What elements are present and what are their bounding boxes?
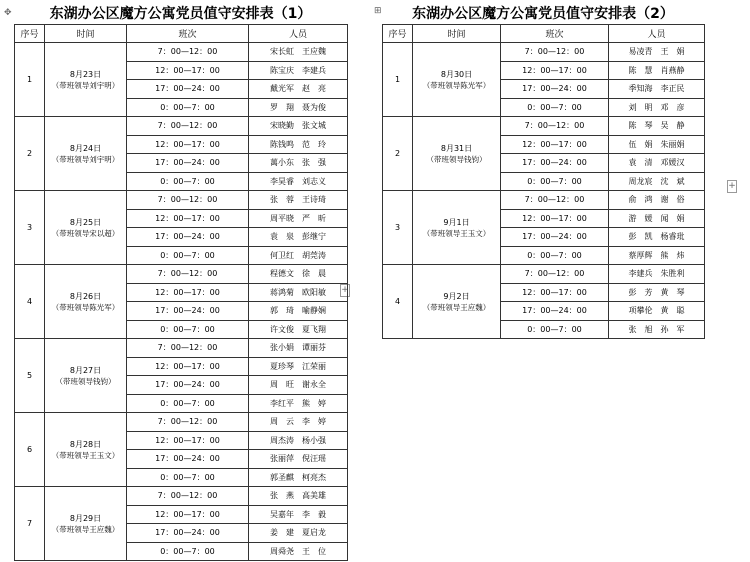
row-number-cell: 7	[15, 487, 45, 561]
date-cell	[413, 117, 501, 191]
shift-cell: 12：00—17：00	[501, 283, 609, 302]
shift-cell: 12：00—17：00	[127, 283, 249, 302]
people-cell: 何卫红 胡莞涛	[249, 246, 348, 265]
people-cell: 伍 娟 朱丽娟	[609, 135, 705, 154]
shift-cell: 7：00—12：00	[127, 43, 249, 62]
shift-cell: 7：00—12：00	[501, 43, 609, 62]
row-number-cell: 4	[15, 265, 45, 339]
table-row	[383, 43, 705, 62]
shift-cell: 0：00—7：00	[501, 98, 609, 117]
date-cell	[45, 487, 127, 561]
people-cell: 陈 琴 吴 静	[609, 117, 705, 136]
shift-cell: 17：00—24：00	[501, 154, 609, 173]
people-cell: 许文俊 夏飞翔	[249, 320, 348, 339]
leader-label: （带班领导刘宇明）	[51, 154, 120, 164]
table-row	[383, 117, 705, 136]
row-number-cell: 6	[15, 413, 45, 487]
shift-cell: 17：00—24：00	[127, 376, 249, 395]
table-move-handle-icon[interactable]: ✥	[4, 8, 12, 18]
people-cell: 罗 翔 聂为俊	[249, 98, 348, 117]
people-cell: 周龙宸 沈 斌	[609, 172, 705, 191]
people-cell: 袁 泉 彭继宁	[249, 228, 348, 247]
shift-cell: 12：00—17：00	[127, 357, 249, 376]
people-cell: 李建兵 朱胜利	[609, 265, 705, 284]
people-cell: 袁 清 邓媛汉	[609, 154, 705, 173]
shift-cell: 0：00—7：00	[127, 246, 249, 265]
people-cell: 易凌青 王 娟	[609, 43, 705, 62]
people-cell: 吴嘉年 李 毅	[249, 505, 348, 524]
shift-cell: 12：00—17：00	[501, 135, 609, 154]
shift-cell: 17：00—24：00	[127, 524, 249, 543]
people-cell: 周杰涛 杨小强	[249, 431, 348, 450]
duty-date: 8月26日	[69, 291, 102, 301]
people-cell: 夏珍琴 江荣丽	[249, 357, 348, 376]
row-number-cell: 2	[15, 117, 45, 191]
row-number-cell: 3	[15, 191, 45, 265]
leader-label: （带班领导陈光军）	[422, 80, 491, 90]
date-cell	[413, 265, 501, 339]
shift-cell: 0：00—7：00	[127, 172, 249, 191]
people-cell: 宋长虹 王应魏	[249, 43, 348, 62]
people-cell: 宋晓勤 张文城	[249, 117, 348, 136]
shift-cell: 12：00—17：00	[127, 61, 249, 80]
people-cell: 蒋鸿菊 欧阳敏	[249, 283, 348, 302]
duty-date: 9月2日	[443, 291, 470, 301]
row-number-cell: 5	[15, 339, 45, 413]
people-cell: 陈 慧 肖燕静	[609, 61, 705, 80]
header-no: 序号	[15, 25, 45, 43]
shift-cell: 0：00—7：00	[127, 98, 249, 117]
add-row-plus-icon[interactable]: +	[341, 285, 349, 295]
leader-label: （带班领导钱钧）	[426, 154, 487, 164]
people-cell: 李红平 熊 婷	[249, 394, 348, 413]
duty-date: 8月30日	[440, 69, 473, 79]
people-cell: 季知海 李正民	[609, 80, 705, 99]
shift-cell: 12：00—17：00	[127, 431, 249, 450]
people-cell: 戴光军 赵 亮	[249, 80, 348, 99]
people-cell: 陈宝庆 李建兵	[249, 61, 348, 80]
leader-label: （带班领导刘宇明）	[51, 80, 120, 90]
shift-cell: 17：00—24：00	[127, 154, 249, 173]
shift-cell: 0：00—7：00	[501, 320, 609, 339]
table-row	[15, 487, 348, 506]
people-cell: 程德文 徐 晨	[249, 265, 348, 284]
date-cell	[413, 191, 501, 265]
schedule-table	[382, 24, 705, 339]
duty-date: 8月29日	[69, 513, 102, 523]
people-cell: 张小娟 谭丽芬	[249, 339, 348, 358]
header-no: 序号	[383, 25, 413, 43]
shift-cell: 7：00—12：00	[127, 413, 249, 432]
shift-cell: 12：00—17：00	[501, 61, 609, 80]
table-title: 东湖办公区魔方公寓党员值守安排表（2）	[412, 6, 674, 22]
people-cell: 周舜尧 王 位	[249, 542, 348, 561]
people-cell: 李昊睿 刘志义	[249, 172, 348, 191]
duty-date: 8月31日	[440, 143, 473, 153]
shift-cell: 17：00—24：00	[501, 228, 609, 247]
shift-cell: 17：00—24：00	[501, 302, 609, 321]
shift-cell: 7：00—12：00	[127, 191, 249, 210]
duty-date: 8月27日	[69, 365, 102, 375]
shift-cell: 17：00—24：00	[501, 80, 609, 99]
shift-cell: 17：00—24：00	[127, 302, 249, 321]
duty-date: 8月24日	[69, 143, 102, 153]
shift-cell: 0：00—7：00	[127, 394, 249, 413]
shift-cell: 12：00—17：00	[127, 505, 249, 524]
duty-date: 8月28日	[69, 439, 102, 449]
shift-cell: 0：00—7：00	[501, 246, 609, 265]
duty-date: 8月25日	[69, 217, 102, 227]
leader-label: （带班领导宋以超）	[51, 228, 120, 238]
row-number-cell: 1	[383, 43, 413, 117]
date-cell	[45, 117, 127, 191]
people-cell: 俞 鸿 谢 俗	[609, 191, 705, 210]
shift-cell: 17：00—24：00	[127, 450, 249, 469]
people-cell: 彭 凯 杨睿玭	[609, 228, 705, 247]
table-row	[15, 191, 348, 210]
people-cell: 陈钱鸣 范 玲	[249, 135, 348, 154]
shift-cell: 12：00—17：00	[501, 209, 609, 228]
table-row	[383, 265, 705, 284]
duty-schedule-table-1	[14, 0, 347, 561]
people-cell: 周 云 李 婷	[249, 413, 348, 432]
table-row	[15, 117, 348, 136]
duty-date: 8月23日	[69, 69, 102, 79]
row-number-cell: 4	[383, 265, 413, 339]
shift-cell: 12：00—17：00	[127, 209, 249, 228]
header-row	[383, 25, 705, 43]
add-row-plus-icon[interactable]: +	[728, 181, 736, 191]
header-time: 时间	[413, 25, 501, 43]
date-cell	[45, 339, 127, 413]
shift-cell: 17：00—24：00	[127, 80, 249, 99]
header-row	[15, 25, 348, 43]
table-row	[15, 43, 348, 62]
people-cell: 萬小东 张 强	[249, 154, 348, 173]
header-shift: 班次	[501, 25, 609, 43]
header-time: 时间	[45, 25, 127, 43]
date-cell	[45, 43, 127, 117]
people-cell: 彭 芳 黄 琴	[609, 283, 705, 302]
people-cell: 张 燕 高美雄	[249, 487, 348, 506]
table-title: 东湖办公区魔方公寓党员值守安排表（1）	[49, 6, 312, 22]
table-row	[15, 339, 348, 358]
header-people: 人员	[249, 25, 348, 43]
shift-cell: 7：00—12：00	[501, 117, 609, 136]
people-cell: 刘 明 邓 彦	[609, 98, 705, 117]
shift-cell: 12：00—17：00	[127, 135, 249, 154]
people-cell: 姜 建 夏启龙	[249, 524, 348, 543]
shift-cell: 0：00—7：00	[501, 172, 609, 191]
date-cell	[45, 265, 127, 339]
people-cell: 蔡厚辉 熊 炜	[609, 246, 705, 265]
header-people: 人员	[609, 25, 705, 43]
table-row	[383, 191, 705, 210]
row-number-cell: 2	[383, 117, 413, 191]
shift-cell: 0：00—7：00	[127, 320, 249, 339]
leader-label: （带班领导王玉文）	[422, 228, 491, 238]
people-cell: 项攀伦 黄 聪	[609, 302, 705, 321]
shift-cell: 7：00—12：00	[127, 117, 249, 136]
date-cell	[413, 43, 501, 117]
table-row	[15, 413, 348, 432]
people-cell: 周 旺 谢永全	[249, 376, 348, 395]
leader-label: （带班领导王应魏）	[422, 302, 491, 312]
shift-cell: 17：00—24：00	[127, 228, 249, 247]
row-number-cell: 3	[383, 191, 413, 265]
people-cell: 张 旭 孙 军	[609, 320, 705, 339]
shift-cell: 7：00—12：00	[127, 265, 249, 284]
leader-label: （带班领导王应魏）	[51, 524, 120, 534]
people-cell: 游 媛 闻 娟	[609, 209, 705, 228]
shift-cell: 0：00—7：00	[127, 542, 249, 561]
leader-label: （带班领导陈光军）	[51, 302, 120, 312]
row-number-cell: 1	[15, 43, 45, 117]
people-cell: 张 蓉 王诗琦	[249, 191, 348, 210]
shift-cell: 7：00—12：00	[501, 265, 609, 284]
duty-date: 9月1日	[443, 217, 470, 227]
people-cell: 郭 琦 喻静娴	[249, 302, 348, 321]
date-cell	[45, 413, 127, 487]
shift-cell: 0：00—7：00	[127, 468, 249, 487]
table-move-handle-icon[interactable]: ⊞	[374, 6, 382, 16]
shift-cell: 7：00—12：00	[127, 487, 249, 506]
people-cell: 周平晓 严 昕	[249, 209, 348, 228]
schedule-table	[14, 24, 348, 561]
shift-cell: 7：00—12：00	[501, 191, 609, 210]
shift-cell: 7：00—12：00	[127, 339, 249, 358]
people-cell: 张丽萍 倪汪瑶	[249, 450, 348, 469]
leader-label: （带班领导钱钧）	[55, 376, 116, 386]
header-shift: 班次	[127, 25, 249, 43]
table-row	[15, 265, 348, 284]
leader-label: （带班领导王玉文）	[51, 450, 120, 460]
people-cell: 郭圣麒 柯亮杰	[249, 468, 348, 487]
duty-schedule-table-2	[382, 0, 704, 339]
date-cell	[45, 191, 127, 265]
